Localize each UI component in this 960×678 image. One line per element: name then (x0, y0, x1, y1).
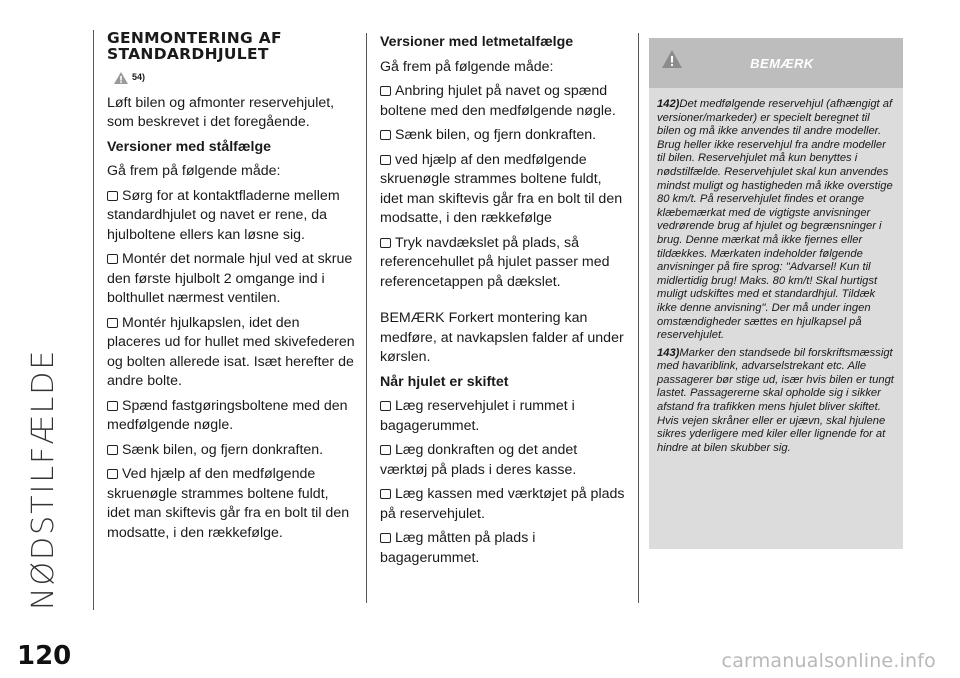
list-item: Læg kassen med værktøjet på plads på reservehjulet. (380, 486, 625, 522)
notice-item-number: 143) (657, 346, 680, 359)
checkbox-bullet-icon (107, 318, 118, 328)
list-item: Ved hjælp af den medfølgende skruenøgle strammes boltene fuldt, idet man skiftevis går fra en bolt til den modsatte, i den rækkefølge. (107, 466, 350, 541)
subheading-alloy-rims: Versioner med letmetalfælge (380, 34, 574, 50)
list-item: Sænk bilen, og fjern donkraften. (107, 441, 355, 461)
notice-item (657, 98, 895, 343)
column-left (107, 30, 355, 548)
subheading-steel-rims: Versioner med stålfælge (107, 138, 272, 155)
checkbox-bullet-icon (107, 254, 118, 264)
checkbox-bullet-icon (107, 401, 118, 411)
note-text: BEMÆRK Forkert montering kan medføre, at navkapslen falder af under kørslen. (380, 310, 624, 365)
checkbox-bullet-icon (380, 489, 391, 499)
list-item: ved hjælp af den medfølgende skruenøgle strammes boltene fuldt, idet man skiftevis går fra en bolt til den modsatte, i den rækkefølge (380, 151, 623, 226)
side-divider (93, 30, 94, 610)
column-divider (638, 33, 639, 603)
section-side-label: NØDSTILFÆLDE (26, 348, 61, 610)
list-item: Læg donkraften og det andet værktøj på plads i deres kasse. (380, 442, 578, 478)
lead-text: Gå frem på følgende måde: (107, 163, 281, 179)
checkbox-bullet-icon (107, 469, 118, 479)
list-item: Anbring hjulet på navet og spænd boltene med den medfølgende nøgle. (380, 83, 616, 119)
warning-triangle-icon (661, 49, 683, 69)
column-divider (366, 33, 367, 603)
checkbox-bullet-icon (380, 401, 391, 411)
list-item: Montér hjulkapslen, idet den placeres ud for hullet med skivefederen og bolten allerede isat. Isæt herefter de andre bolte. (107, 314, 355, 389)
checkbox-bullet-icon (107, 445, 118, 455)
page-number: 120 (17, 641, 72, 671)
checkbox-bullet-icon (380, 155, 391, 165)
checkbox-bullet-icon (380, 130, 391, 140)
checkbox-bullet-icon (380, 445, 391, 455)
column-middle (380, 33, 628, 573)
checkbox-bullet-icon (380, 238, 391, 248)
notice-item-text: Marker den standsede bil forskriftsmæssigt med havariblink, advarselstrekant etc. Alle passagerer bør stige ud, især hvis bilen er tungt lastet. Passagererne skal opholde sig i sikker afstand fra trafikken mens hjulet bliver skiftet. Hvis vejen skråner eller er ujævn, skal hjulene sikres yderligere med kiler eller lignende for at hindre at bilen skubber sig. (657, 346, 894, 454)
warning-reference-number: 54) (132, 72, 146, 82)
lead-text: Gå frem på følgende måde: (380, 58, 554, 75)
section-heading: GENMONTERING AF STANDARDHJULET (107, 29, 282, 63)
warning-reference (113, 68, 355, 88)
list-item: Montér det normale hjul ved at skrue den første hjulbolt 2 omgange ind i bolthullet nærmest ventilen. (107, 251, 353, 306)
list-item: Læg måtten på plads i bagagerummet. (380, 530, 536, 566)
list-item: Sænk bilen, og fjern donkraften. (380, 126, 628, 146)
notice-item-number: 142) (657, 98, 680, 110)
notice-body (649, 88, 903, 455)
list-item: Læg reservehjulet i rummet i bagagerummet. (380, 398, 575, 434)
list-item: Spænd fastgøringsboltene med den medfølgende nøgle. (107, 397, 348, 433)
checkbox-bullet-icon (107, 191, 118, 201)
watermark: carmanualsonline.info (721, 650, 936, 672)
list-item: Tryk navdækslet på plads, så referencehullet på hjulet passer med referencetappen på dækslet. (380, 234, 610, 290)
checkbox-bullet-icon (380, 86, 391, 96)
intro-text: Løft bilen og afmonter reservehjulet, som beskrevet i det foregående. (107, 94, 335, 130)
list-item: Sørg for at kontaktfladerne mellem standardhjulet og navet er rene, da hjulboltene ellers kan løsne sig. (107, 187, 340, 243)
subheading-after-change: Når hjulet er skiftet (380, 373, 509, 390)
notice-title: BEMÆRK (750, 55, 814, 71)
notice-item-text: Det medfølgende reservehjul (afhængigt af versioner/markeder) er specielt beregnet til bilen og må ikke anvendes til andre modeller. Brug heller ikke reservehjul fra andre modeller til bilen. Reservehjulet må kun benyttes i nødstilfælde. Reservehjulet skal kun anvendes mindst muligt og hastigheden må ikke overstige 80 km/t. På reservehjulet findes et orange klæbemærkat med de vigtigste anvisninger vedrørende brug af hjulet og begrænsninger i brug. Denne mærkat må ikke fjernes eller tildækkes. Mærkaten indeholder følgende anvisninger på fire sprog: "Advarsel! Kun til midlertidig brug! Maks. 80 km/t! Skal hurtigst muligt udskiftes med et standardhjul. Tildæk ikke denne anvisning". Der må under ingen omstændigheder sættes en hjulkapsel på reservehjulet. (657, 98, 893, 342)
notice-header (649, 38, 903, 88)
warning-triangle-icon (113, 71, 129, 85)
checkbox-bullet-icon (380, 533, 391, 543)
notice-item (657, 347, 895, 456)
notice-box (649, 38, 903, 549)
